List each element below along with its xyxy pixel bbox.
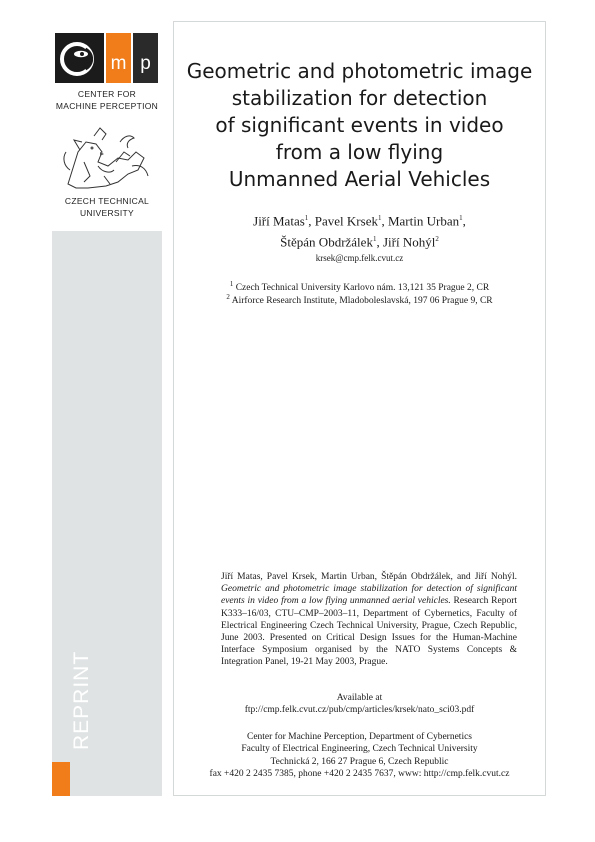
author-affil-mark: 1 [372, 235, 377, 244]
logo-m-block [106, 33, 131, 83]
author-line-1: Jiří Matas$^1$, Pavel Krsek$^1$, Martin Urban$^1$, [253, 213, 466, 229]
availability-label: Available at [336, 693, 383, 703]
reprint-label: REPRINT [70, 650, 93, 750]
availability-url[interactable]: ftp://cmp.felk.cvut.cz/pub/cmp/articles/krsek/nato_sci03.pdf [244, 705, 475, 716]
author-affil-mark: 1 [377, 214, 382, 222]
contact-email: krsek@cmp.felk.cvut.cz [315, 253, 404, 263]
citation-authors: Jiří Matas, Pavel Krsek, Martin Urban, Štěpán Obdržálek, and Jiří Nohýl. [221, 572, 517, 582]
author-line-2: Štěpán Obdržálek$^1$, Jiří Nohýl$^2$ [280, 234, 439, 250]
footer-address [173, 731, 546, 780]
author-name: Štěpán Obdržálek [280, 234, 373, 250]
center-line-1: CENTER FOR [77, 89, 137, 99]
logo-eye-icon [55, 33, 104, 83]
footer-line: Faculty of Electrical Engineering, Czech Technical University [241, 744, 478, 755]
affiliation-mark: 1 [229, 280, 234, 288]
center-name [52, 88, 162, 112]
author-name: Martin Urban [387, 213, 460, 229]
author-name: Pavel Krsek [314, 213, 378, 229]
affiliation-mark: 2 [226, 293, 230, 301]
logo-c-block [55, 33, 104, 83]
citation-details: Research Report K333–16/03, CTU–CMP–2003–11, Department of Cybernetics, Faculty of Electrical Engineering Czech Technical University, Prague, Czech Republic, June 2003. Presented on Critical Design Issues for the Human-Machine Interface Symposium organised by the NATO Systems Concepts & Integration Panel, 19-21 May 2003, Prague. [221, 596, 518, 668]
accent-bar [52, 762, 70, 796]
title-line: of significant events in video [215, 113, 504, 137]
paper-title [173, 58, 546, 193]
cmp-logo [55, 33, 158, 83]
affiliation-text: Czech Technical University Karlovo nám. 13,121 35 Prague 2, CR [235, 283, 490, 294]
citation-block [221, 571, 517, 669]
logo-p-block [133, 33, 158, 83]
footer-line: Technická 2, 166 27 Prague 6, Czech Republic [270, 756, 449, 767]
author-affil-mark: 2 [435, 235, 439, 244]
center-line-2: MACHINE PERCEPTION [55, 101, 159, 111]
ctu-lion-emblem-icon [58, 122, 154, 194]
author-affil-mark: 1 [304, 214, 309, 222]
author-list [173, 209, 546, 252]
title-line: from a low flying [275, 140, 444, 164]
footer-line: Center for Machine Perception, Department of Cybernetics [246, 732, 473, 742]
availability-block [173, 692, 546, 717]
logo-p-letter: p [140, 53, 151, 74]
title-line: stabilization for detection [231, 86, 488, 110]
affiliation-text: Airforce Research Institute, Mladoboleslavská, 197 06 Prague 9, CR [231, 296, 493, 307]
author-name: Jiří Matas [253, 213, 305, 229]
university-line-1: CZECH TECHNICAL [64, 196, 150, 206]
footer-line: fax +420 2 2435 7385, phone +420 2 2435 7637, www: http://cmp.felk.cvut.cz [209, 768, 510, 779]
affiliation-2 [173, 291, 546, 308]
logo-m-letter: m [110, 53, 127, 74]
citation-title: Geometric and photometric image stabilization for detection of significant events in video from a low flying unmanned aerial vehicles. [221, 584, 517, 607]
author-name: Jiří Nohýl [382, 234, 436, 250]
author-affil-mark: 1 [459, 214, 463, 222]
title-line: Unmanned Aerial Vehicles [228, 167, 491, 191]
sidebar-panel [52, 231, 162, 796]
university-name [52, 195, 162, 219]
university-line-2: UNIVERSITY [79, 208, 134, 218]
title-line: Geometric and photometric image [186, 59, 533, 83]
